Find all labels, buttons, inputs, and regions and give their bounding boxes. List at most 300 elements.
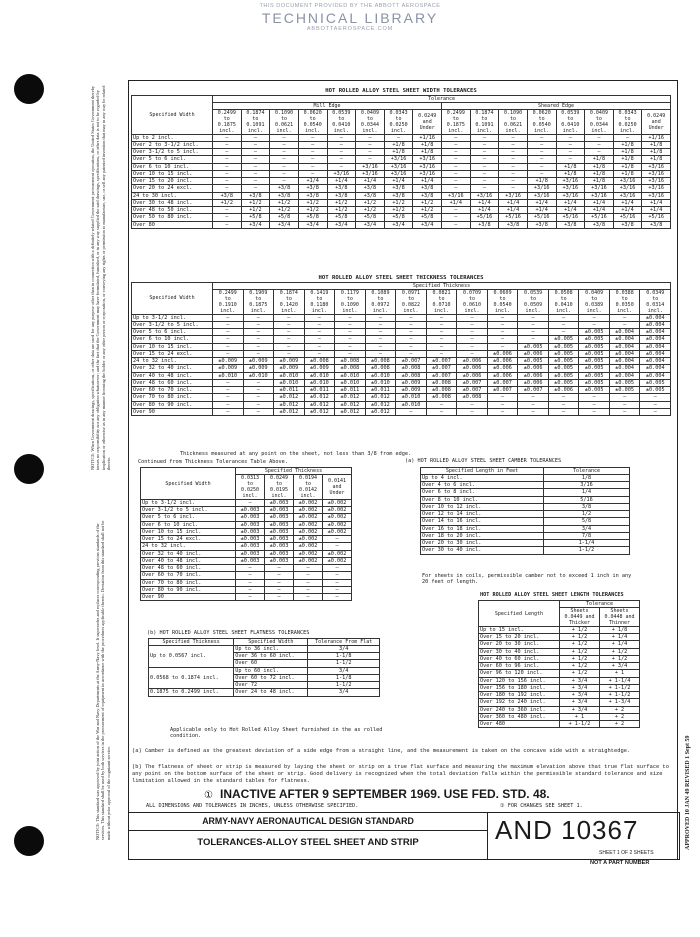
width-cell: +1/2	[356, 199, 385, 206]
width-col-header-line: incl.	[591, 127, 607, 134]
width-cell: —	[327, 156, 356, 163]
width-cell: —	[270, 141, 299, 148]
width-col-header	[527, 109, 556, 134]
length-cell: + 1-1/2	[600, 684, 640, 691]
width-cell: +3/16	[327, 170, 356, 177]
flatness-tolerance: 3/4	[308, 689, 380, 696]
width-cell: +3/8	[413, 192, 442, 199]
thickness-cell: ±0.008	[335, 365, 366, 372]
continued-col-header-line: 0.0195	[269, 487, 289, 493]
continued-col-header	[265, 475, 294, 500]
length-row	[479, 713, 640, 720]
width-col-header-line: to	[567, 115, 574, 122]
thickness-cell: ±0.012	[274, 401, 305, 408]
continued-cell: ±0.002	[323, 521, 352, 528]
width-cell: +1/4	[356, 178, 385, 185]
thickness-col-header-line: 0.1420	[279, 301, 298, 308]
width-cell: —	[241, 178, 270, 185]
width-cell: —	[442, 214, 471, 221]
width-cell: —	[442, 221, 471, 228]
width-cell: —	[442, 170, 471, 177]
thickness-table-title: HOT ROLLED ALLOY STEEL SHEET THICKNESS TOLERANCES	[318, 275, 484, 281]
width-col-header-line: 0.0410	[561, 121, 580, 128]
width-cell: +3/16	[470, 192, 499, 199]
specified-thickness-header: Specified Thickness	[213, 282, 671, 289]
continued-cell: —	[323, 594, 352, 601]
length-cell: Over 360 to 480 incl.	[479, 713, 560, 720]
thickness-cell: —	[609, 401, 640, 408]
thickness-cell: ±0.005	[579, 372, 610, 379]
width-cell: —	[327, 149, 356, 156]
length-cell: Over 40 to 60 incl.	[479, 655, 560, 662]
width-cell: +3/16	[499, 192, 528, 199]
width-col-header-line: incl.	[219, 127, 235, 134]
width-col-header-line: 0.1874	[475, 109, 494, 116]
thickness-cell: ±0.004	[640, 365, 671, 372]
thickness-cell: —	[365, 336, 396, 343]
width-cell: +5/16	[642, 214, 671, 221]
thickness-cell: —	[304, 343, 335, 350]
width-cell: +1/4	[585, 207, 614, 214]
thickness-cell: ±0.004	[640, 350, 671, 357]
thickness-row	[132, 358, 671, 365]
camber-cell: 3/4	[544, 525, 630, 532]
continued-cell: ±0.002	[294, 528, 323, 535]
thickness-cell: —	[304, 321, 335, 328]
continued-cell: ±0.003	[265, 521, 294, 528]
thickness-cell: —	[335, 314, 366, 321]
thickness-col-header-line: 0.0314	[646, 301, 665, 308]
thickness-cell: ±0.012	[304, 394, 335, 401]
thickness-col-header-line: 0.2499	[218, 289, 237, 296]
thickness-cell: ±0.012	[304, 401, 335, 408]
width-cell: +1/8	[613, 163, 642, 170]
width-cell: +1/8	[413, 141, 442, 148]
camber-row	[421, 503, 630, 510]
thickness-cell: —	[274, 314, 305, 321]
flat-thickness-header: Specified Thickness	[149, 639, 234, 646]
thickness-col-header	[457, 289, 488, 314]
width-col-header-line: Under	[648, 124, 664, 131]
length-cell: + 1/2	[560, 670, 600, 677]
width-cell: +5/16	[470, 214, 499, 221]
flatness-thickness: Up to 0.0567 incl.	[149, 646, 234, 668]
width-col-header	[384, 109, 413, 134]
width-cell: —	[327, 163, 356, 170]
sheet-count: SHEET 1 OF 2 SHEETS	[599, 850, 654, 856]
thickness-col-header-line: 0.0410	[554, 301, 573, 308]
flatness-thickness: 0.1875 to 0.2499 incl.	[149, 689, 234, 696]
length-cell: + 1/2	[560, 627, 600, 634]
width-cell: +3/16	[613, 185, 642, 192]
thickness-cell: —	[396, 343, 427, 350]
width-cell: +3/8	[527, 221, 556, 228]
continued-cell: —	[323, 543, 352, 550]
camber-row	[421, 482, 630, 489]
width-col-header-line: 0.0249	[647, 112, 666, 119]
width-cell: —	[442, 163, 471, 170]
width-col-header-line: 0.0409	[589, 109, 608, 116]
width-cell: +3/8	[556, 221, 585, 228]
continued-col-header-line: 0.0194	[298, 475, 318, 481]
thickness-col-header	[274, 289, 305, 314]
width-cell: —	[499, 185, 528, 192]
thickness-cell: ±0.009	[213, 365, 244, 372]
width-col-header-line: incl.	[534, 127, 550, 134]
thickness-cell: ±0.010	[396, 401, 427, 408]
thickness-cell: —	[243, 394, 274, 401]
thickness-cell: —	[213, 343, 244, 350]
thickness-col-header-line: 0.0709	[462, 289, 482, 296]
width-col-header-line: incl.	[562, 127, 578, 134]
width-row	[132, 199, 671, 206]
length-cell: + 3/4	[560, 706, 600, 713]
flat-tolerance-header: Tolerance From Flat	[308, 639, 380, 646]
thickness-cell: ±0.011	[274, 387, 305, 394]
thickness-col-header-line: to	[407, 295, 414, 302]
width-cell: —	[213, 185, 242, 192]
continued-cell: —	[236, 500, 265, 507]
width-cell: +5/8	[384, 214, 413, 221]
thickness-col-header-line: incl.	[433, 307, 450, 314]
width-col-header	[613, 109, 642, 134]
camber-row	[421, 489, 630, 496]
camber-row	[421, 496, 630, 503]
thickness-cell: —	[518, 408, 549, 415]
thickness-cell: ±0.005	[548, 358, 579, 365]
flatness-tolerance: 1-1/8	[308, 674, 380, 681]
continued-row-label: Over 32 to 40 incl.	[141, 550, 236, 557]
camber-cell: 5/16	[544, 496, 630, 503]
flatness-tolerance: 3/4	[308, 646, 380, 653]
length-row	[479, 663, 640, 670]
thickness-cell: —	[335, 336, 366, 343]
thickness-cell: ±0.005	[518, 358, 549, 365]
thickness-col-header	[640, 289, 671, 314]
thickness-cell: —	[243, 408, 274, 415]
width-cell: —	[298, 163, 327, 170]
camber-cell: Over 6 to 8 incl.	[421, 489, 544, 496]
width-col-header	[499, 109, 528, 134]
continued-cell: ±0.003	[236, 536, 265, 543]
thickness-cell: ±0.009	[396, 387, 427, 394]
thickness-cell: —	[335, 321, 366, 328]
width-col-header-line: to	[366, 115, 373, 122]
width-cell: —	[384, 134, 413, 141]
thickness-cell: —	[396, 329, 427, 336]
thickness-cell: —	[579, 321, 610, 328]
thickness-cell: —	[396, 314, 427, 321]
width-col-header	[413, 109, 442, 134]
continued-row	[141, 594, 352, 601]
thickness-cell: ±0.005	[579, 365, 610, 372]
changes-note: ① FOR CHANGES SEE SHEET 1.	[500, 803, 583, 809]
thickness-cell: ±0.009	[274, 365, 305, 372]
width-cell: —	[270, 178, 299, 185]
thickness-cell: —	[213, 387, 244, 394]
thickness-cell: ±0.009	[213, 358, 244, 365]
thickness-cell: ±0.008	[304, 358, 335, 365]
width-cell: +1/2	[356, 207, 385, 214]
width-cell: +1/8	[585, 170, 614, 177]
thickness-cell: ±0.007	[457, 379, 488, 386]
thickness-cell: ±0.011	[335, 387, 366, 394]
width-cell: +1/8	[642, 156, 671, 163]
width-cell: +1/4	[499, 207, 528, 214]
width-cell: +3/8	[327, 192, 356, 199]
thickness-col-header-line: 0.0821	[432, 289, 451, 296]
continued-thickness-table	[140, 467, 352, 601]
width-cell: +1/8	[613, 156, 642, 163]
thickness-cell: ±0.009	[396, 379, 427, 386]
width-cell: —	[470, 170, 499, 177]
length-cell: + 1/2	[560, 634, 600, 641]
thickness-cell: ±0.012	[335, 401, 366, 408]
length-row	[479, 684, 640, 691]
width-col-header	[241, 109, 270, 134]
continued-col-header-line: incl.	[300, 493, 316, 499]
thickness-row-label: Over 80 to 90 incl.	[132, 401, 213, 408]
continued-cell: ±0.002	[294, 543, 323, 550]
thickness-cell: ±0.004	[640, 314, 671, 321]
thickness-cell: —	[243, 321, 274, 328]
width-cell: +1/4	[527, 207, 556, 214]
thickness-col-header-line: incl.	[464, 307, 480, 314]
thickness-row	[132, 408, 671, 415]
length-cell: Over 96 to 120 incl.	[479, 670, 560, 677]
thickness-cell: ±0.005	[640, 379, 671, 386]
length-cell: + 3/4	[560, 692, 600, 699]
thickness-specified-width-header: Specified Width	[132, 282, 213, 314]
continued-cell: —	[265, 565, 294, 572]
width-cell: —	[241, 170, 270, 177]
thickness-cell: —	[213, 379, 244, 386]
length-cell: + 2	[600, 721, 640, 728]
length-row	[479, 641, 640, 648]
thickness-col-header-line: 0.0409	[585, 289, 604, 296]
thickness-col-header-line: incl.	[311, 307, 327, 314]
width-cell: +3/16	[613, 192, 642, 199]
thickness-cell: —	[457, 329, 488, 336]
thickness-col-header-line: incl.	[647, 307, 663, 314]
width-col-header-line: 0.0539	[561, 109, 580, 116]
thickness-cell: —	[274, 350, 305, 357]
thickness-cell: ±0.007	[396, 358, 427, 365]
length-cell: + 1-1/2	[600, 692, 640, 699]
continued-cell: ±0.002	[294, 557, 323, 564]
length-cell: Over 60 to 96 incl.	[479, 663, 560, 670]
width-cell: +5/8	[356, 214, 385, 221]
thickness-cell: ±0.012	[335, 408, 366, 415]
width-row-label: Over 5 to 6 incl.	[132, 156, 213, 163]
thickness-cell: —	[518, 329, 549, 336]
width-cell: +3/16	[384, 156, 413, 163]
camber-row	[421, 475, 630, 482]
thickness-col-header-line: incl.	[617, 307, 633, 314]
width-row	[132, 134, 671, 141]
thickness-cell: —	[274, 321, 305, 328]
continued-cell: —	[323, 536, 352, 543]
thickness-cell: ±0.007	[487, 379, 518, 386]
thickness-cell: —	[304, 350, 335, 357]
width-cell: —	[527, 156, 556, 163]
width-cell: +5/8	[298, 214, 327, 221]
width-cell: —	[442, 149, 471, 156]
length-cell: + 1/2	[560, 655, 600, 662]
thickness-cell: —	[518, 401, 549, 408]
thickness-col-header-line: 0.0388	[615, 289, 634, 296]
thickness-cell: ±0.008	[365, 365, 396, 372]
width-cell: —	[270, 170, 299, 177]
width-cell: +3/16	[642, 178, 671, 185]
thickness-row-label: Over 3-1/2 to 5 incl.	[132, 321, 213, 328]
width-row-label: Over 6 to 10 incl.	[132, 163, 213, 170]
width-cell: +3/16	[527, 192, 556, 199]
thickness-cell: —	[457, 336, 488, 343]
width-col-header-line: to	[510, 115, 517, 122]
thickness-col-header-line: to	[591, 295, 598, 302]
flatness-tolerance: 1-1/8	[308, 653, 380, 660]
width-cell: +3/8	[356, 192, 385, 199]
thickness-col-header	[518, 289, 549, 314]
thickness-row-label: Up to 3-1/2 incl.	[132, 314, 213, 321]
thickness-cell: —	[426, 314, 457, 321]
mill-edge-header: Mill Edge	[213, 102, 442, 109]
thickness-cell: ±0.012	[365, 408, 396, 415]
width-col-header	[270, 109, 299, 134]
width-cell: +1/8	[413, 149, 442, 156]
continued-col-header-line: to	[246, 481, 254, 487]
thickness-col-header-line: 0.0822	[401, 301, 420, 308]
thickness-col-header-line: 0.0509	[524, 301, 543, 308]
length-row	[479, 655, 640, 662]
thickness-col-header-line: to	[621, 295, 628, 302]
width-cell: —	[442, 156, 471, 163]
thickness-cell: —	[457, 343, 488, 350]
thickness-col-header-line: to	[377, 295, 384, 302]
continued-row	[141, 514, 352, 521]
camber-length-header: Specified Length in Feet	[421, 468, 544, 475]
thickness-cell: ±0.010	[304, 379, 335, 386]
continued-row	[141, 543, 352, 550]
camber-tolerance-table	[420, 467, 630, 555]
thickness-cell: —	[609, 314, 640, 321]
width-cell: —	[213, 178, 242, 185]
continued-col-header-line: incl.	[271, 493, 287, 499]
thickness-cell: ±0.006	[487, 372, 518, 379]
width-cell: —	[298, 149, 327, 156]
thickness-cell: —	[640, 401, 671, 408]
width-cell: —	[298, 156, 327, 163]
thickness-cell: —	[365, 350, 396, 357]
thickness-col-header-line: 0.1180	[310, 301, 329, 308]
length-tolerance-header: Tolerance	[560, 601, 640, 608]
note-a-camber: (a) Camber is defined as the greatest deviation of a side edge from a straight line, and the measurement is taken on the concave side with a straightedge.	[132, 748, 631, 754]
thickness-cell: ±0.012	[335, 394, 366, 401]
thickness-cell: —	[487, 336, 518, 343]
camber-cell: 1/8	[544, 475, 630, 482]
width-cell: +1/2	[270, 199, 299, 206]
thickness-cell: ±0.010	[274, 379, 305, 386]
thickness-cell: ±0.008	[396, 365, 427, 372]
continued-cell: ±0.003	[236, 521, 265, 528]
width-cell: —	[442, 134, 471, 141]
thickness-cell: —	[304, 336, 335, 343]
thickness-cell: ±0.004	[609, 329, 640, 336]
thickness-cell: ±0.005	[548, 379, 579, 386]
continued-cell: —	[323, 579, 352, 586]
length-cell: Over 20 to 30 incl.	[479, 641, 560, 648]
thickness-cell: —	[426, 401, 457, 408]
length-row	[479, 699, 640, 706]
width-row	[132, 170, 671, 177]
continued-cell: ±0.002	[294, 500, 323, 507]
width-cell: —	[585, 134, 614, 141]
thickness-cell: ±0.004	[609, 350, 640, 357]
thickness-cell: ±0.006	[518, 372, 549, 379]
thickness-cell: ±0.006	[457, 358, 488, 365]
width-cell: +1/4	[298, 178, 327, 185]
thickness-col-header-line: to	[316, 295, 323, 302]
thickness-row	[132, 401, 671, 408]
length-cell: + 3/4	[560, 677, 600, 684]
thickness-row	[132, 387, 671, 394]
continued-row	[141, 500, 352, 507]
continued-cell: ±0.002	[323, 507, 352, 514]
width-cell: +5/16	[585, 214, 614, 221]
thickness-col-header-line: incl.	[281, 307, 297, 314]
thickness-cell: ±0.004	[609, 343, 640, 350]
flatness-width: Over 72	[234, 682, 308, 689]
thickness-cell: ±0.010	[213, 372, 244, 379]
thickness-cell: ±0.004	[640, 329, 671, 336]
width-col-header-line: 0.1091	[475, 121, 494, 128]
continued-row-label: 24 to 32 incl.	[141, 543, 236, 550]
length-row	[479, 721, 640, 728]
width-cell: +1/4	[527, 199, 556, 206]
width-cell: —	[499, 156, 528, 163]
thickness-col-header-line: 0.1089	[371, 289, 390, 296]
continued-col-header-line: incl.	[242, 493, 258, 499]
thickness-cell: —	[274, 343, 305, 350]
width-cell: +3/4	[241, 221, 270, 228]
width-cell: +1/2	[384, 199, 413, 206]
width-cell: —	[470, 178, 499, 185]
width-row-label: Over 30 to 48 incl.	[132, 199, 213, 206]
length-row	[479, 648, 640, 655]
continued-row	[141, 572, 352, 579]
continued-caption: Continued from Thickness Tolerances Table Above.	[138, 459, 288, 465]
width-row	[132, 214, 671, 221]
length-cell: + 3/4	[560, 699, 600, 706]
width-col-header-line: 0.1875	[217, 121, 236, 128]
thickness-col-header-line: to	[438, 295, 445, 302]
camber-cell: 7/8	[544, 532, 630, 539]
continued-cell: —	[236, 572, 265, 579]
punch-hole-bottom	[14, 826, 44, 856]
width-cell: —	[213, 163, 242, 170]
thickness-cell: —	[243, 350, 274, 357]
thickness-col-header	[243, 289, 274, 314]
camber-cell: Up to 4 incl.	[421, 475, 544, 482]
length-thick-header: Sheets 0.0449 and Thicker	[560, 608, 600, 627]
thickness-col-header	[609, 289, 640, 314]
thickness-col-header-line: 0.1910	[218, 301, 237, 308]
thickness-col-header	[548, 289, 579, 314]
width-col-header-line: incl.	[476, 127, 492, 134]
width-cell: +3/4	[356, 221, 385, 228]
flatness-width: Up to 36 incl.	[234, 646, 308, 653]
